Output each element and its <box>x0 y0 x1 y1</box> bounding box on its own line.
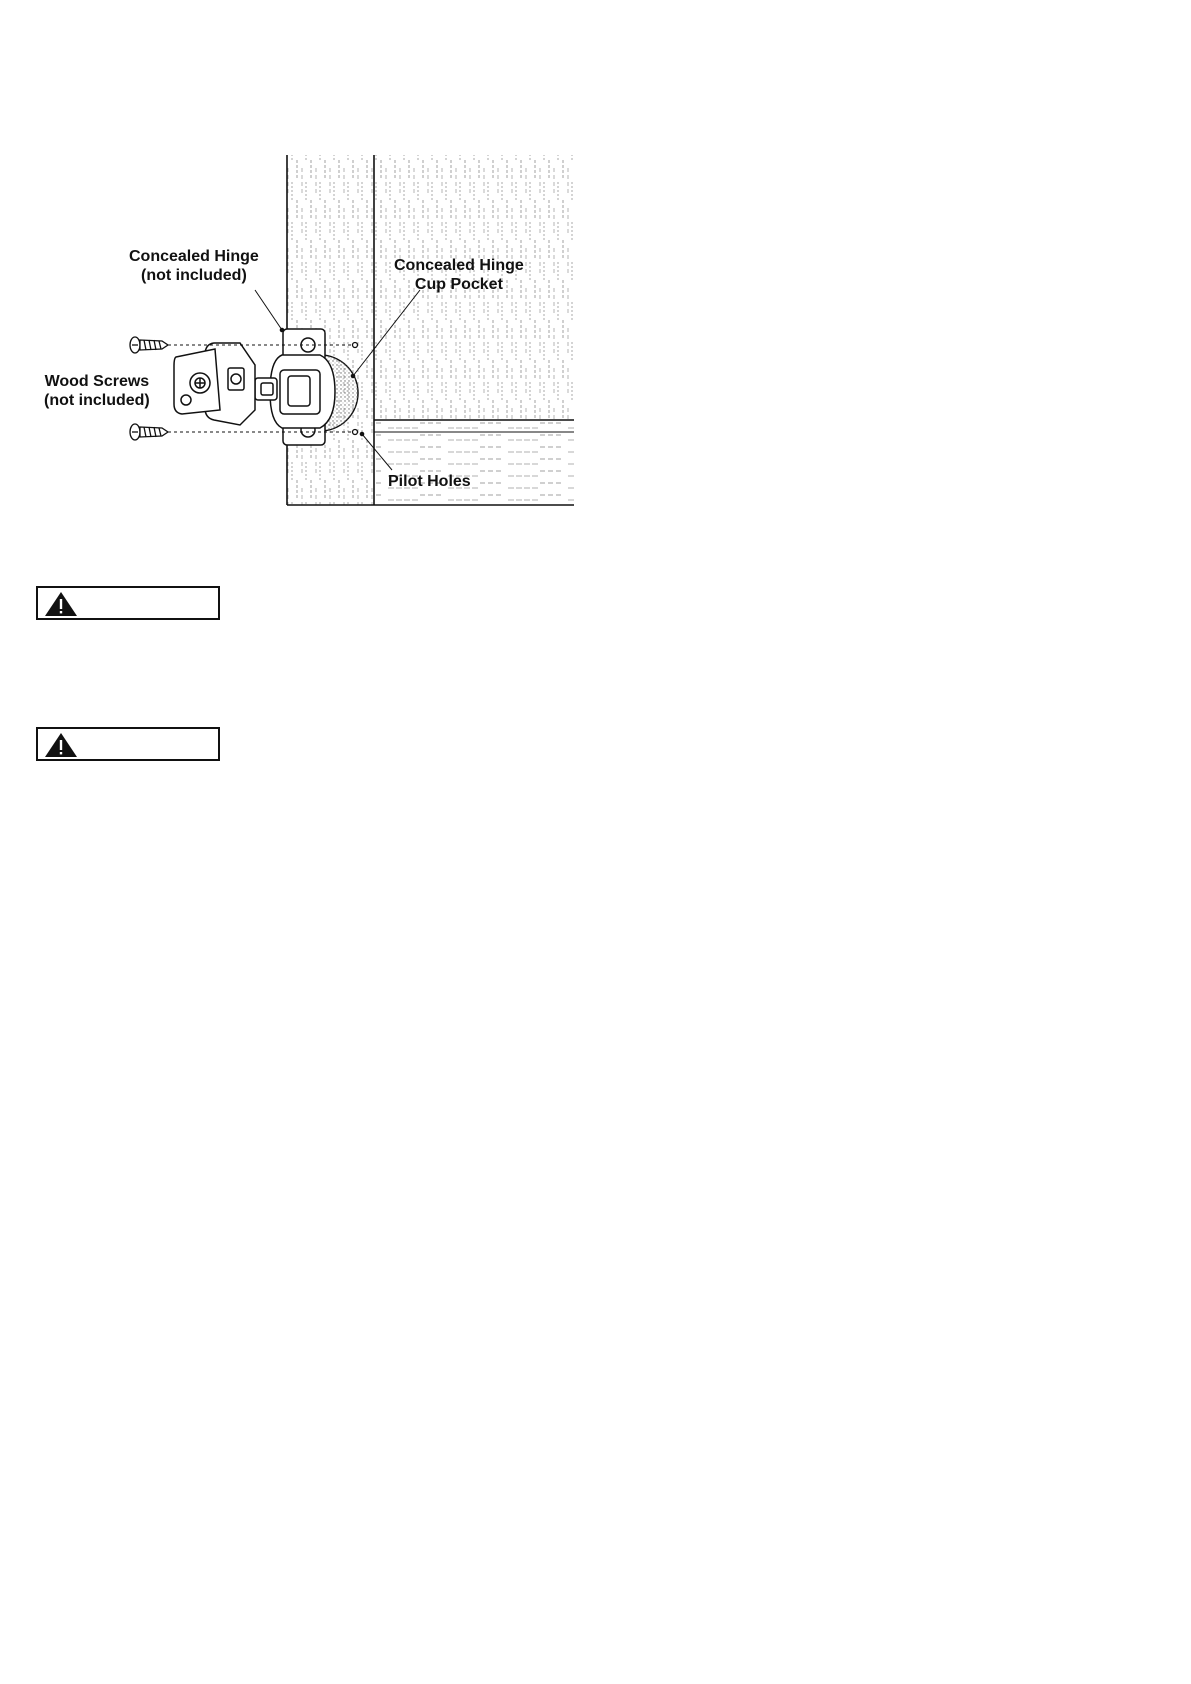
concealed-hinge <box>174 329 335 445</box>
wood-screw-bottom <box>130 424 168 440</box>
screws-label <box>44 372 150 410</box>
pilot-holes-label: Pilot Holes <box>388 473 471 490</box>
cup-pocket-label-line2: Cup Pocket <box>414 276 503 293</box>
warning-triangle-icon <box>43 590 79 618</box>
warning-box-2 <box>36 727 220 761</box>
diagram-drawing <box>0 0 620 540</box>
hinge-label-line2: (not included) <box>141 267 247 284</box>
hinge-label <box>129 247 259 285</box>
warning-box-1 <box>36 586 220 620</box>
screws-label-line1: Wood Screws <box>44 373 150 390</box>
warning-triangle-icon <box>43 731 79 759</box>
cup-pocket-label <box>394 256 524 294</box>
hinge-label-line1: Concealed Hinge <box>129 248 259 265</box>
wood-screw-top <box>130 337 168 353</box>
screws-label-line2: (not included) <box>44 392 150 409</box>
hinge-installation-diagram <box>0 0 620 540</box>
cup-pocket-label-line1: Concealed Hinge <box>394 257 524 274</box>
